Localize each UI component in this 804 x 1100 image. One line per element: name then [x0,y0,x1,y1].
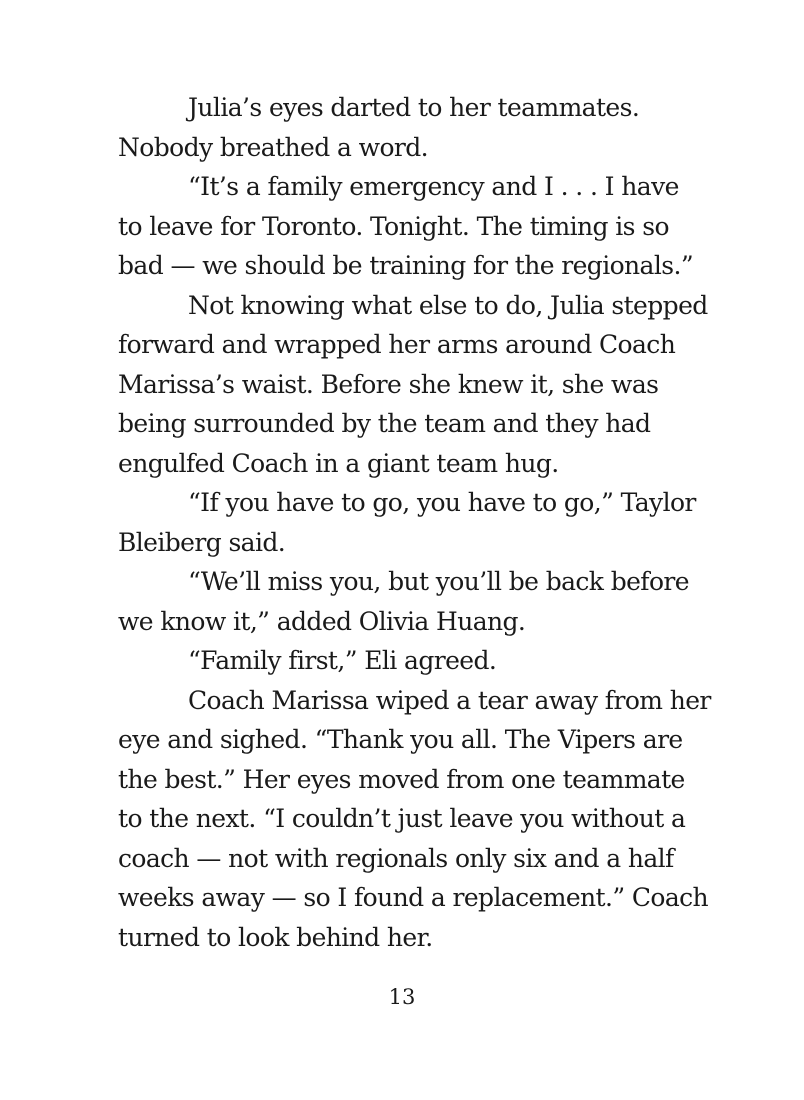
text-line: Julia’s eyes darted to her teammates. [188,93,640,122]
text-line: “Family first,” Eli agreed. [188,646,497,675]
text-line: turned to look behind her. [118,922,433,952]
text-line: the best.” Her eyes moved from one teammate [118,764,685,794]
text-line: “It’s a family emergency and I . . . I have [188,172,679,201]
text-line: eye and sighed. “Thank you all. The Vipers are [118,725,683,754]
text-line: engulfed Coach in a giant team hug. [118,448,559,478]
text-line: Nobody breathed a word. [118,132,429,162]
page-number: 13 [388,985,416,1009]
body-text [118,88,718,957]
text-line: “We’ll miss you, but you’ll be back before [188,567,689,596]
text-line: to the next. “I couldn’t just leave you without a [118,804,686,833]
text-line: Bleiberg said. [118,527,286,557]
text-line: coach — not with regionals only six and a half [118,843,674,873]
text-line: forward and wrapped her arms around Coach [118,330,676,359]
text-line: Not knowing what else to do, Julia stepped [188,290,708,320]
text-line: weeks away — so I found a replacement.” Coach [118,883,709,912]
text-line: Coach Marissa wiped a tear away from her [188,685,711,715]
text-line: to leave for Toronto. Tonight. The timing is so [118,211,669,241]
text-line: we know it,” added Olivia Huang. [118,606,526,636]
text-line: Marissa’s waist. Before she knew it, she was [118,369,659,399]
text-line: “If you have to go, you have to go,” Taylor [188,488,696,517]
text-line: being surrounded by the team and they had [118,409,651,438]
text-line: bad — we should be training for the regionals.” [118,251,694,280]
